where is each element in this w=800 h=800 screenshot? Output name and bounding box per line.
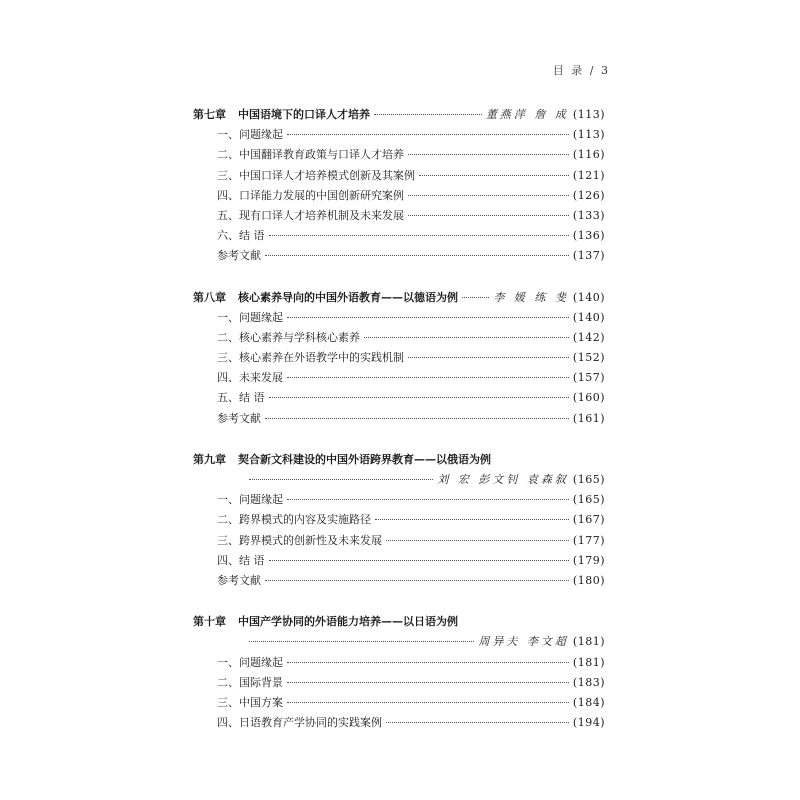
toc-entry[interactable] — [193, 552, 605, 572]
entry-label: 六、结 语 — [217, 229, 265, 243]
page-number: (137) — [572, 249, 605, 263]
chapter-authors: 董燕萍 詹 成 — [485, 108, 569, 121]
toc-entry[interactable] — [193, 167, 605, 187]
page-number: (165) — [572, 473, 605, 486]
entry-label: 三、跨界模式的创新性及未来发展 — [217, 533, 382, 547]
page-number: (152) — [572, 351, 605, 365]
toc-entry[interactable] — [193, 511, 605, 531]
page-number: (167) — [572, 513, 605, 527]
page-number: (113) — [572, 108, 605, 121]
entry-label: 二、国际背景 — [217, 675, 283, 689]
leader-dots — [364, 337, 569, 338]
entry-label: 二、中国翻译教育政策与口译人才培养 — [217, 148, 404, 162]
page-number: (183) — [572, 675, 605, 689]
leader-dots — [462, 297, 489, 298]
entry-label: 四、未来发展 — [217, 371, 283, 385]
entry-label: 参考文献 — [217, 573, 261, 587]
chapter-heading[interactable] — [193, 289, 605, 309]
leader-dots — [269, 560, 569, 561]
leader-dots — [287, 662, 569, 663]
leader-dots — [265, 580, 569, 581]
leader-dots — [408, 357, 569, 358]
page-number: (181) — [572, 635, 605, 649]
page-number: (194) — [572, 716, 605, 730]
page-number: (160) — [572, 391, 605, 405]
page-number: (140) — [572, 310, 605, 324]
chapter-number: 第十章 — [193, 615, 226, 629]
toc-entry[interactable] — [193, 389, 605, 409]
entry-label: 参考文献 — [217, 411, 261, 425]
toc-entry[interactable] — [193, 146, 605, 166]
toc-entry[interactable] — [193, 491, 605, 511]
table-of-contents — [193, 106, 605, 755]
chapter-heading[interactable] — [193, 451, 605, 471]
chapter-10 — [193, 613, 605, 734]
page-number: (157) — [572, 371, 605, 385]
toc-entry[interactable] — [193, 572, 605, 592]
toc-entry[interactable] — [193, 714, 605, 734]
page-number: (126) — [572, 188, 605, 202]
leader-dots — [287, 317, 569, 318]
page-number: (181) — [572, 655, 605, 669]
chapter-number: 第八章 — [193, 290, 226, 304]
leader-dots — [269, 397, 569, 398]
chapter-heading[interactable] — [193, 106, 605, 126]
chapter-authors: 刘 宏 彭文钊 袁森叙 — [437, 473, 569, 486]
toc-entry[interactable] — [193, 309, 605, 329]
leader-dots — [408, 154, 569, 155]
leader-dots — [386, 540, 569, 541]
leader-dots — [249, 641, 474, 642]
toc-entry[interactable] — [193, 227, 605, 247]
toc-entry[interactable] — [193, 694, 605, 714]
leader-dots — [287, 377, 569, 378]
chapter-7 — [193, 106, 605, 268]
running-header: 目 录 / 3 — [552, 64, 610, 77]
page-number: (113) — [572, 128, 605, 142]
toc-entry[interactable] — [193, 329, 605, 349]
leader-dots — [265, 418, 569, 419]
chapter-authors-line — [193, 633, 605, 653]
leader-dots — [375, 519, 569, 520]
entry-label: 五、结 语 — [217, 391, 265, 405]
entry-label: 一、问题缘起 — [217, 493, 283, 507]
page-number: (116) — [572, 148, 605, 162]
entry-label: 四、日语教育产学协同的实践案例 — [217, 716, 382, 730]
chapter-number: 第七章 — [193, 108, 226, 121]
page-number: (142) — [572, 330, 605, 344]
chapter-title: 核心素养导向的中国外语教育——以德语为例 — [238, 290, 458, 304]
page-number: (179) — [572, 553, 605, 567]
toc-entry[interactable] — [193, 369, 605, 389]
chapter-authors-line — [193, 471, 605, 491]
leader-dots — [287, 134, 569, 135]
entry-label: 一、问题缘起 — [217, 655, 283, 669]
leader-dots — [408, 195, 569, 196]
toc-entry[interactable] — [193, 247, 605, 267]
entry-label: 二、跨界模式的内容及实施路径 — [217, 513, 371, 527]
entry-label: 二、核心素养与学科核心素养 — [217, 330, 360, 344]
entry-label: 三、中国方案 — [217, 695, 283, 709]
page-number: (180) — [572, 573, 605, 587]
chapter-title: 中国语境下的口译人才培养 — [238, 108, 370, 121]
toc-entry[interactable] — [193, 674, 605, 694]
entry-label: 四、口译能力发展的中国创新研究案例 — [217, 188, 404, 202]
entry-label: 三、中国口译人才培养模式创新及其案例 — [217, 168, 415, 182]
toc-entry[interactable] — [193, 654, 605, 674]
page-number: (140) — [572, 290, 605, 304]
page-number: (133) — [572, 208, 605, 222]
page-number: (161) — [572, 411, 605, 425]
chapter-authors: 周异夫 李文超 — [478, 635, 569, 649]
toc-entry[interactable] — [193, 207, 605, 227]
page-number: (121) — [572, 168, 605, 182]
leader-dots — [287, 702, 569, 703]
leader-dots — [408, 215, 569, 216]
entry-label: 一、问题缘起 — [217, 128, 283, 142]
leader-dots — [287, 682, 569, 683]
toc-entry[interactable] — [193, 187, 605, 207]
chapter-8 — [193, 289, 605, 430]
entry-label: 五、现有口译人才培养机制及未来发展 — [217, 208, 404, 222]
entry-label: 参考文献 — [217, 249, 261, 263]
leader-dots — [386, 722, 569, 723]
entry-label: 一、问题缘起 — [217, 310, 283, 324]
leader-dots — [374, 114, 482, 115]
chapter-title: 中国产学协同的外语能力培养——以日语为例 — [238, 615, 458, 629]
toc-entry[interactable] — [193, 349, 605, 369]
entry-label: 四、结 语 — [217, 553, 265, 567]
chapter-title: 契合新文科建设的中国外语跨界教育——以俄语为例 — [238, 452, 491, 466]
chapter-authors: 李 媛 练 斐 — [493, 290, 569, 304]
chapter-number: 第九章 — [193, 452, 226, 466]
toc-entry[interactable] — [193, 532, 605, 552]
page-number: (136) — [572, 229, 605, 243]
toc-entry[interactable] — [193, 410, 605, 430]
page-number: (165) — [572, 493, 605, 507]
page-number: (184) — [572, 695, 605, 709]
leader-dots — [269, 235, 569, 236]
chapter-9 — [193, 451, 605, 592]
leader-dots — [249, 479, 433, 480]
page-number: (177) — [572, 533, 605, 547]
leader-dots — [419, 175, 569, 176]
chapter-heading[interactable] — [193, 613, 605, 633]
toc-entry[interactable] — [193, 126, 605, 146]
leader-dots — [265, 255, 569, 256]
entry-label: 三、核心素养在外语教学中的实践机制 — [217, 351, 404, 365]
leader-dots — [287, 499, 569, 500]
